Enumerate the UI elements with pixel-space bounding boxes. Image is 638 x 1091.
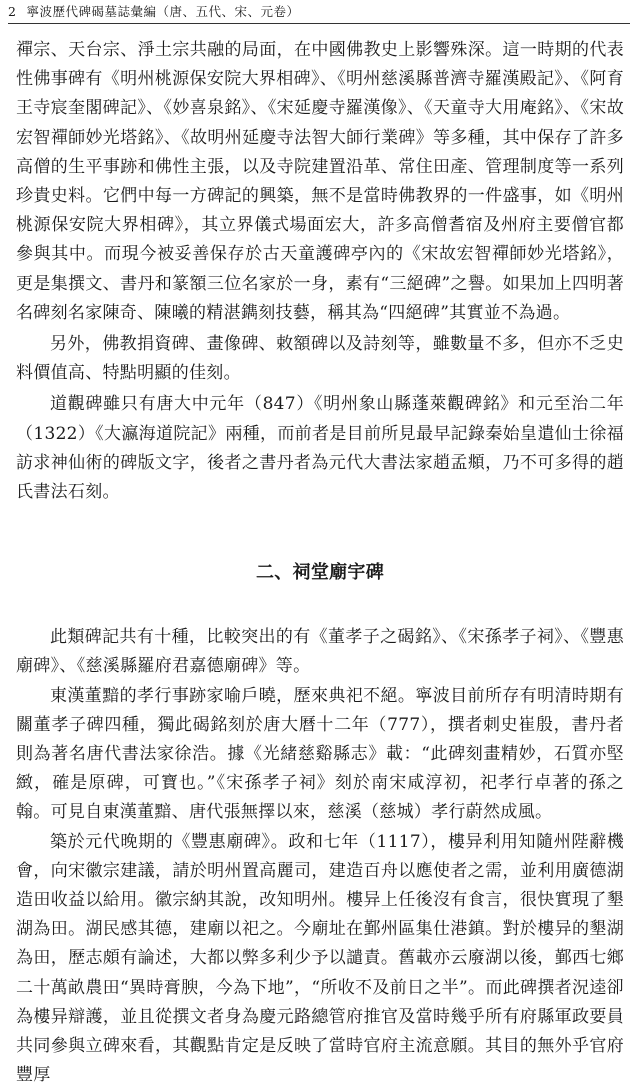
header-rule [8,23,630,24]
body-paragraph: 另外，佛教捐資碑、畫像碑、敕額碑以及詩刻等，雖數量不多，但亦不乏史料價值高、特點明顯的佳刻。 [16,334,624,384]
running-title: 寧波歷代碑碣墓誌彙編（唐、五代、宋、元卷） [26,4,300,19]
body-paragraph: 道觀碑雖只有唐大中元年（847）《明州象山縣蓬萊觀碑銘》和元至治二年（1322）《大瀛海道院記》兩種，而前者是目前所見最早記錄秦始皇遣仙士徐福訪求神仙術的碑版文字，後者之書丹者為元代大書法家趙孟頫，乃不可多得的趙氏書法石刻。 [16,394,624,503]
body-paragraph: 東漢董黯的孝行事跡家喻戶曉，歷來典祀不絕。寧波目前所存有明清時期有關董孝子碑四種，獨此碣銘刻於唐大曆十二年（777），撰者刺史崔殷，書丹者則為著名唐代書法家徐浩。據《光緒慈谿縣志》載：“此碑刻畫精妙，石質亦堅緻，確是原碑，可寶也。”《宋孫孝子祠》刻於南宋咸淳初，祀孝行卓著的孫之翰。可見自東漢董黯、唐代張無擇以來，慈溪（慈城）孝行蔚然成風。 [16,685,624,823]
page-body [16,36,624,1091]
body-paragraph: 築於元代晚期的《豐惠廟碑》。政和七年（1117），樓异利用知隨州陛辭機會，向宋徽宗建議，請於明州置高麗司，建造百舟以應使者之需，並利用廣德湖造田收益以給用。徽宗納其說，改知明州。樓异上任後沒有食言，很快實現了墾湖為田。湖民感其德，建廟以祀之。今廟址在鄞州區集仕港鎮。對於樓异的墾湖為田，歷志頗有論述，大都以弊多利少予以譴責。舊載亦云廢湖以後，鄞西七鄉二十萬畝農田“異時膏腴，今為下地”，“所收不及前日之半”。而此碑撰者況逵卻為樓异辯護，並且從撰文者身為慶元路總管府推官及當時幾乎所有府縣軍政要員共同參與立碑來看，其觀點肯定是反映了當時官府主流意願。其目的無外乎官府豐厚 [16,831,624,1086]
body-paragraph: 此類碑記共有十種，比較突出的有《董孝子之碣銘》、《宋孫孝子祠》、《豐惠廟碑》、《慈溪縣羅府君嘉德廟碑》等。 [16,627,624,677]
running-header [8,4,630,20]
section-heading: 二、祠堂廟宇碑 [255,562,385,584]
page-number: 2 [8,4,17,19]
body-paragraph: 禪宗、天台宗、淨土宗共融的局面，在中國佛教史上影響殊深。這一時期的代表性佛事碑有《明州桃源保安院大界相碑》、《明州慈溪縣普濟寺羅漢殿記》、《阿育王寺宸奎閣碑記》、《妙喜泉銘》、《宋延慶寺羅漢像》、《天童寺大用庵銘》、《宋故宏智禪師妙光塔銘》、《故明州延慶寺法智大師行業碑》等多種，其中保存了許多高僧的生平事跡和佛性主張，以及寺院建置沿革、常住田產、管理制度等一系列珍貴史料。它們中每一方碑記的興築，無不是當時佛教界的一件盛事，如《明州桃源保安院大界相碑》，其立界儀式場面宏大，許多高僧耆宿及州府主要僧官都參與其中。而現今被妥善保存於古天童護碑亭內的《宋故宏智禪師妙光塔銘》，更是集撰文、書丹和篆額三位名家於一身，素有“三絕碑”之譽。如果加上四明著名碑刻名家陳奇、陳曦的精湛鐫刻技藝，稱其為“四絕碑”其實並不為過。 [16,40,624,323]
